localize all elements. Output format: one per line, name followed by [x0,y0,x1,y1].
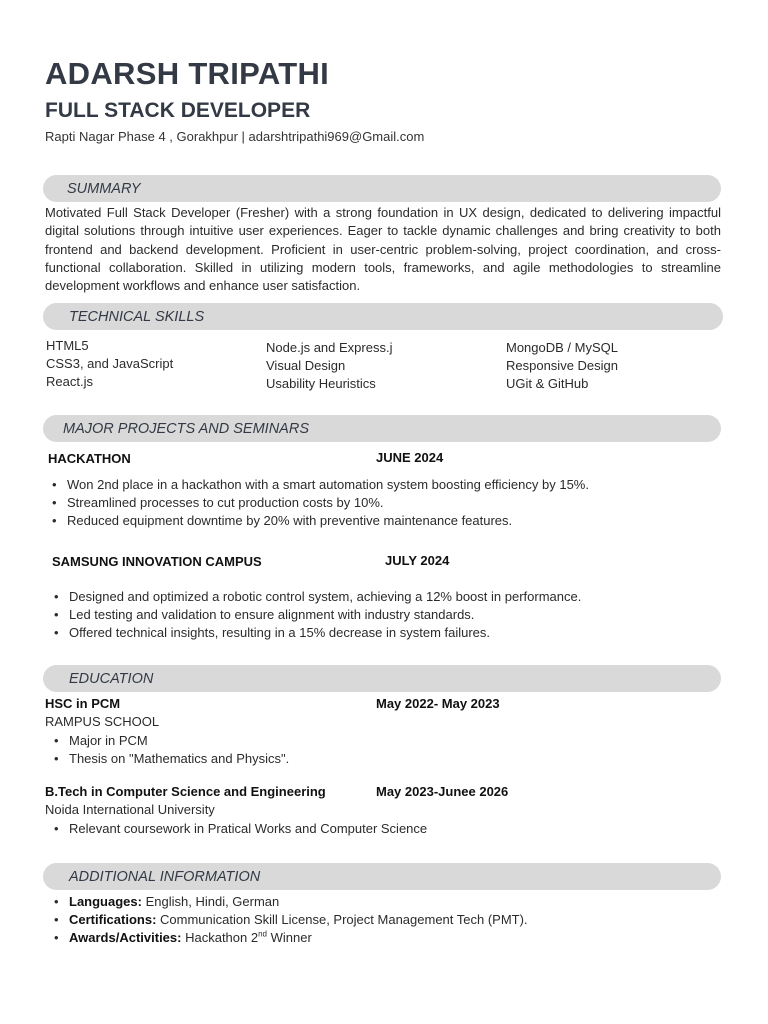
section-title: EDUCATION [69,671,154,687]
section-title: TECHNICAL SKILLS [69,309,205,325]
section-title: SUMMARY [67,181,141,197]
contact-line: Rapti Nagar Phase 4 , Gorakhpur | adarshtripathi969@Gmail.com [45,129,425,144]
skill-item: Visual Design [266,358,346,373]
list-item: • Thesis on "Mathematics and Physics". [47,750,289,768]
list-item: • Designed and optimized a robotic control system, achieving a 12% boost in performance. [47,588,581,606]
list-item [47,911,528,929]
skill-item: Node.js and Express.j [266,340,393,355]
school-name: RAMPUS SCHOOL [45,714,160,729]
languages-value: English, Hindi, German [145,894,280,909]
skills-column-3 [506,339,618,393]
list-item: • Streamlined processes to cut production costs by 10%. [45,494,589,512]
awards-label: Awards/Activities: [69,930,182,946]
skills-section-header [43,303,723,330]
skill-item: CSS3, and JavaScript [46,356,174,371]
project-name: SAMSUNG INNOVATION CAMPUS [52,554,262,569]
list-item: • Offered technical insights, resulting in a 15% decrease in system failures. [47,624,581,642]
awards-suffix: Winner [267,930,312,946]
degree-title: HSC in PCM [45,696,121,711]
skill-item: Responsive Design [506,358,619,373]
list-item [47,929,528,947]
skill-item: Usability Heuristics [266,376,376,391]
project-bullets [45,476,589,531]
awards-text: Hackathon 2 [185,930,259,946]
skill-item: HTML5 [46,338,89,353]
list-item [47,893,528,911]
education-bullets [47,820,427,838]
section-title: MAJOR PROJECTS AND SEMINARS [63,421,309,437]
skill-item: MongoDB / MySQL [506,340,618,355]
education-date: May 2023-Junee 2026 [376,784,509,799]
additional-info-list [47,893,528,948]
certifications-value: Communication Skill License, Project Management Tech (PMT). [160,912,528,928]
job-title: FULL STACK DEVELOPER [45,99,311,122]
project-date: JULY 2024 [385,553,450,568]
education-date: May 2022- May 2023 [376,696,500,711]
skill-item: UGit & GitHub [506,376,589,391]
awards-value [185,930,312,945]
list-item: • Reduced equipment downtime by 20% with preventive maintenance features. [45,512,589,530]
section-title: ADDITIONAL INFORMATION [69,869,261,885]
list-item: • Won 2nd place in a hackathon with a smart automation system boosting efficiency by 15%. [45,476,589,494]
degree-title: B.Tech in Computer Science and Engineering [45,784,326,799]
education-section-header [43,665,721,692]
list-item: • Major in PCM [47,732,289,750]
project-date: JUNE 2024 [376,450,444,465]
summary-section-header [43,175,721,202]
projects-section-header [43,415,721,442]
skill-item: React.js [46,374,93,389]
skills-column-2 [266,339,392,393]
project-bullets [47,588,581,643]
certifications-label: Certifications: [69,912,157,928]
list-item: • Relevant coursework in Pratical Works and Computer Science [47,820,427,838]
skills-column-1 [46,337,173,391]
school-name: Noida International University [45,802,215,817]
education-bullets [47,732,289,768]
list-item: • Led testing and validation to ensure alignment with industry standards. [47,606,581,624]
summary-text: Motivated Full Stack Developer (Fresher) with a strong foundation in UX design, dedicated to delivering impactful digital solutions through intuitive user experiences. Eager to tackle dynamic challenges and bring creativity to both frontend and backend development. Proficient in user-centric problem-solving, project coordination, and cross-functional collaboration. Skilled in utilizing modern tools, frameworks, and agile methodologies to streamline development workflows and enhance user satisfaction. [45,205,721,294]
candidate-name: ADARSH TRIPATHI [45,56,330,91]
languages-label: Languages: [69,894,142,909]
awards-superscript: nd [258,930,267,940]
project-name: HACKATHON [48,451,131,466]
additional-section-header [43,863,721,890]
